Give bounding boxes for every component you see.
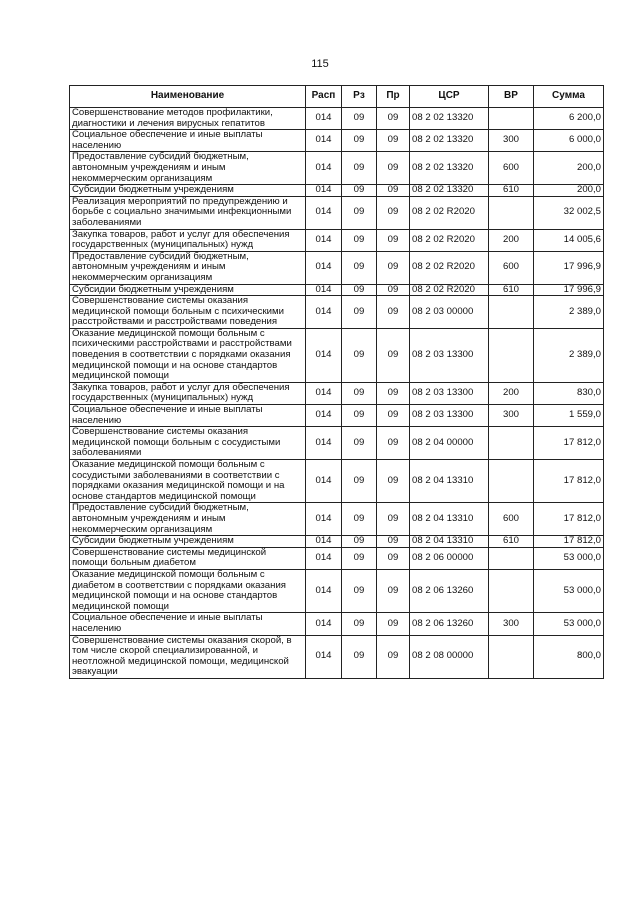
- cell-rasp: 014: [306, 251, 342, 284]
- table-row: [70, 382, 604, 404]
- header-csr: ЦСР: [410, 86, 489, 108]
- cell-sum: 14 005,6: [534, 229, 604, 251]
- cell-vr: [489, 635, 534, 678]
- cell-rz: 09: [342, 503, 377, 536]
- cell-csr: 08 2 02 13320: [410, 152, 489, 185]
- cell-vr: [489, 196, 534, 229]
- cell-pr: 09: [377, 613, 410, 635]
- cell-csr: 08 2 02 R2020: [410, 196, 489, 229]
- cell-vr: 610: [489, 185, 534, 197]
- cell-pr: 09: [377, 405, 410, 427]
- cell-rasp: 014: [306, 130, 342, 152]
- cell-pr: 09: [377, 152, 410, 185]
- cell-vr: [489, 427, 534, 460]
- cell-pr: 09: [377, 229, 410, 251]
- cell-rasp: 014: [306, 427, 342, 460]
- cell-vr: 600: [489, 152, 534, 185]
- cell-rz: 09: [342, 296, 377, 329]
- cell-rz: 09: [342, 152, 377, 185]
- cell-csr: 08 2 06 13260: [410, 613, 489, 635]
- table-row: [70, 503, 604, 536]
- cell-vr: 610: [489, 536, 534, 548]
- cell-rasp: 014: [306, 635, 342, 678]
- cell-pr: 09: [377, 460, 410, 503]
- cell-sum: 53 000,0: [534, 569, 604, 612]
- cell-name: Субсидии бюджетным учреждениям: [70, 185, 306, 197]
- header-rz: Рз: [342, 86, 377, 108]
- budget-table: [69, 85, 604, 679]
- cell-csr: 08 2 04 00000: [410, 427, 489, 460]
- cell-vr: [489, 328, 534, 382]
- cell-vr: 610: [489, 284, 534, 296]
- cell-rz: 09: [342, 460, 377, 503]
- table-row: [70, 152, 604, 185]
- table-row: [70, 547, 604, 569]
- table-row: [70, 130, 604, 152]
- cell-csr: 08 2 04 13310: [410, 503, 489, 536]
- cell-rasp: 014: [306, 382, 342, 404]
- table-row: [70, 328, 604, 382]
- cell-rasp: 014: [306, 284, 342, 296]
- table-row: [70, 284, 604, 296]
- cell-csr: 08 2 08 00000: [410, 635, 489, 678]
- cell-csr: 08 2 03 00000: [410, 296, 489, 329]
- cell-rasp: 014: [306, 185, 342, 197]
- cell-sum: 6 200,0: [534, 108, 604, 130]
- cell-pr: 09: [377, 536, 410, 548]
- table-row: [70, 460, 604, 503]
- table-row: [70, 635, 604, 678]
- cell-sum: 17 812,0: [534, 460, 604, 503]
- cell-pr: 09: [377, 503, 410, 536]
- cell-sum: 1 559,0: [534, 405, 604, 427]
- cell-vr: [489, 547, 534, 569]
- cell-rasp: 014: [306, 536, 342, 548]
- cell-rz: 09: [342, 536, 377, 548]
- table-body: [70, 108, 604, 679]
- cell-name: Закупка товаров, работ и услуг для обеспечения государственных (муниципальных) нужд: [70, 229, 306, 251]
- cell-pr: 09: [377, 108, 410, 130]
- table-row: [70, 196, 604, 229]
- cell-vr: 600: [489, 251, 534, 284]
- cell-sum: 6 000,0: [534, 130, 604, 152]
- cell-csr: 08 2 03 13300: [410, 382, 489, 404]
- cell-csr: 08 2 02 R2020: [410, 251, 489, 284]
- cell-sum: 2 389,0: [534, 328, 604, 382]
- cell-rasp: 014: [306, 152, 342, 185]
- cell-csr: 08 2 03 13300: [410, 405, 489, 427]
- cell-csr: 08 2 04 13310: [410, 460, 489, 503]
- cell-vr: [489, 296, 534, 329]
- cell-rz: 09: [342, 569, 377, 612]
- cell-name: Субсидии бюджетным учреждениям: [70, 284, 306, 296]
- cell-sum: 17 812,0: [534, 503, 604, 536]
- cell-vr: [489, 108, 534, 130]
- cell-pr: 09: [377, 427, 410, 460]
- cell-name: Оказание медицинской помощи больным с психическими расстройствами и расстройствами поведения в соответствии с порядками оказания медицинской помощи и на основе стандартов медицинской помощи: [70, 328, 306, 382]
- table-row: [70, 251, 604, 284]
- cell-sum: 2 389,0: [534, 296, 604, 329]
- cell-rasp: 014: [306, 328, 342, 382]
- cell-rz: 09: [342, 229, 377, 251]
- cell-pr: 09: [377, 284, 410, 296]
- cell-name: Социальное обеспечение и иные выплаты населению: [70, 405, 306, 427]
- cell-name: Закупка товаров, работ и услуг для обеспечения государственных (муниципальных) нужд: [70, 382, 306, 404]
- cell-pr: 09: [377, 251, 410, 284]
- cell-sum: 17 996,9: [534, 251, 604, 284]
- cell-name: Социальное обеспечение и иные выплаты населению: [70, 130, 306, 152]
- cell-sum: 17 812,0: [534, 427, 604, 460]
- table-header-row: [70, 86, 604, 108]
- cell-rasp: 014: [306, 108, 342, 130]
- cell-name: Социальное обеспечение и иные выплаты населению: [70, 613, 306, 635]
- cell-sum: 200,0: [534, 152, 604, 185]
- cell-rz: 09: [342, 108, 377, 130]
- cell-pr: 09: [377, 196, 410, 229]
- cell-rasp: 014: [306, 405, 342, 427]
- cell-sum: 200,0: [534, 185, 604, 197]
- cell-sum: 17 996,9: [534, 284, 604, 296]
- cell-pr: 09: [377, 296, 410, 329]
- header-pr: Пр: [377, 86, 410, 108]
- cell-sum: 830,0: [534, 382, 604, 404]
- cell-name: Оказание медицинской помощи больным с сосудистыми заболеваниями в соответствии с порядками оказания медицинской помощи и на основе стандартов медицинской помощи: [70, 460, 306, 503]
- table-row: [70, 296, 604, 329]
- cell-name: Совершенствование системы оказания скорой, в том числе скорой специализированной, и неотложной медицинской помощи, медицинской эвакуации: [70, 635, 306, 678]
- cell-name: Совершенствование системы оказания медицинской помощи больным с психическими расстройствами и расстройствами поведения: [70, 296, 306, 329]
- cell-rasp: 014: [306, 460, 342, 503]
- cell-rz: 09: [342, 427, 377, 460]
- cell-rasp: 014: [306, 229, 342, 251]
- cell-rasp: 014: [306, 503, 342, 536]
- page-number: 115: [311, 58, 329, 70]
- cell-name: Совершенствование системы медицинской помощи больным диабетом: [70, 547, 306, 569]
- table-row: [70, 405, 604, 427]
- cell-sum: 53 000,0: [534, 547, 604, 569]
- cell-csr: 08 2 06 13260: [410, 569, 489, 612]
- cell-vr: 200: [489, 382, 534, 404]
- cell-name: Предоставление субсидий бюджетным, автономным учреждениям и иным некоммерческим организациям: [70, 503, 306, 536]
- cell-rz: 09: [342, 328, 377, 382]
- cell-pr: 09: [377, 328, 410, 382]
- cell-vr: 600: [489, 503, 534, 536]
- cell-rz: 09: [342, 284, 377, 296]
- cell-name: Предоставление субсидий бюджетным, автономным учреждениям и иным некоммерческим организациям: [70, 152, 306, 185]
- cell-csr: 08 2 02 13320: [410, 185, 489, 197]
- cell-rasp: 014: [306, 196, 342, 229]
- cell-vr: 200: [489, 229, 534, 251]
- header-rasp: Расп: [306, 86, 342, 108]
- cell-csr: 08 2 02 R2020: [410, 284, 489, 296]
- cell-vr: [489, 460, 534, 503]
- cell-rasp: 014: [306, 296, 342, 329]
- table-row: [70, 185, 604, 197]
- cell-pr: 09: [377, 569, 410, 612]
- cell-rz: 09: [342, 251, 377, 284]
- cell-rz: 09: [342, 382, 377, 404]
- cell-vr: 300: [489, 613, 534, 635]
- cell-name: Совершенствование методов профилактики, диагностики и лечения вирусных гепатитов: [70, 108, 306, 130]
- cell-rz: 09: [342, 185, 377, 197]
- table-row: [70, 108, 604, 130]
- table-row: [70, 569, 604, 612]
- cell-pr: 09: [377, 635, 410, 678]
- cell-name: Совершенствование системы оказания медицинской помощи больным с сосудистыми заболеваниями: [70, 427, 306, 460]
- cell-rz: 09: [342, 405, 377, 427]
- cell-pr: 09: [377, 547, 410, 569]
- table-row: [70, 427, 604, 460]
- cell-rz: 09: [342, 196, 377, 229]
- cell-sum: 800,0: [534, 635, 604, 678]
- cell-sum: 17 812,0: [534, 536, 604, 548]
- cell-pr: 09: [377, 185, 410, 197]
- table-row: [70, 536, 604, 548]
- cell-rz: 09: [342, 547, 377, 569]
- table-row: [70, 229, 604, 251]
- cell-sum: 53 000,0: [534, 613, 604, 635]
- cell-vr: 300: [489, 405, 534, 427]
- header-vr: ВР: [489, 86, 534, 108]
- cell-pr: 09: [377, 382, 410, 404]
- table-row: [70, 613, 604, 635]
- cell-rz: 09: [342, 130, 377, 152]
- header-sum: Сумма: [534, 86, 604, 108]
- cell-name: Предоставление субсидий бюджетным, автономным учреждениям и иным некоммерческим организациям: [70, 251, 306, 284]
- cell-sum: 32 002,5: [534, 196, 604, 229]
- cell-name: Оказание медицинской помощи больным с диабетом в соответствии с порядками оказания медицинской помощи и на основе стандартов медицинской помощи: [70, 569, 306, 612]
- cell-vr: 300: [489, 130, 534, 152]
- cell-csr: 08 2 03 13300: [410, 328, 489, 382]
- cell-csr: 08 2 06 00000: [410, 547, 489, 569]
- cell-rasp: 014: [306, 547, 342, 569]
- cell-vr: [489, 569, 534, 612]
- cell-pr: 09: [377, 130, 410, 152]
- cell-csr: 08 2 02 13320: [410, 130, 489, 152]
- cell-name: Реализация мероприятий по предупреждению и борьбе с социально значимыми инфекционными заболеваниями: [70, 196, 306, 229]
- header-name: Наименование: [70, 86, 306, 108]
- cell-name: Субсидии бюджетным учреждениям: [70, 536, 306, 548]
- cell-csr: 08 2 02 13320: [410, 108, 489, 130]
- cell-rasp: 014: [306, 613, 342, 635]
- cell-csr: 08 2 04 13310: [410, 536, 489, 548]
- cell-rz: 09: [342, 613, 377, 635]
- cell-csr: 08 2 02 R2020: [410, 229, 489, 251]
- cell-rasp: 014: [306, 569, 342, 612]
- cell-rz: 09: [342, 635, 377, 678]
